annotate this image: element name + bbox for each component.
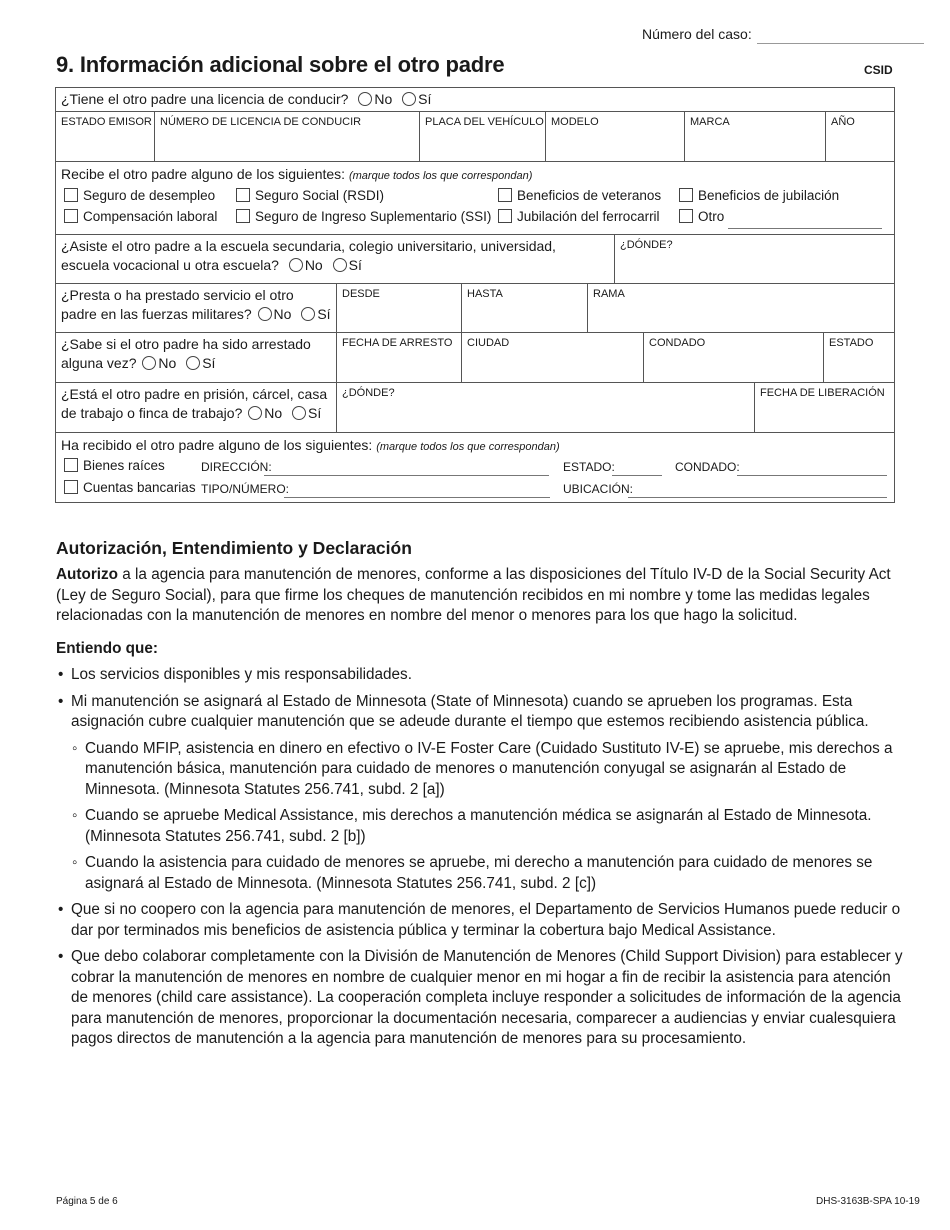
prison-no-radio[interactable] [248, 406, 262, 420]
benefit-rsdi[interactable]: Seguro Social (RSDI) [236, 188, 384, 204]
checkbox[interactable] [236, 188, 250, 202]
military-branch-field[interactable]: RAMA [587, 284, 894, 332]
county-label: CONDADO: [675, 460, 740, 474]
military-to-field[interactable]: HASTA [461, 284, 587, 332]
list-subitem: ◦ Cuando MFIP, asistencia en dinero en efectivo o IV-E Foster Care (Cuidado Sustituto IV-E) se apruebe, mis derechos a manutención básica, manutención para cuidado de menores o manutención conyugal se asignarán al Estado de Minnesota. (Minnesota Statutes 256.741, subd. 2 [a]) [56, 739, 906, 801]
prison-yes-radio[interactable] [292, 406, 306, 420]
checkbox[interactable] [679, 188, 693, 202]
model-field[interactable]: MODELO [545, 112, 684, 161]
case-number [642, 26, 924, 46]
arrest-date-field[interactable]: FECHA DE ARRESTO [336, 333, 461, 382]
license-no-radio[interactable] [358, 92, 372, 106]
benefit-railroad[interactable]: Jubilación del ferrocarril [498, 209, 660, 225]
year-field[interactable]: AÑO [825, 112, 894, 161]
military-from-field[interactable]: DESDE [336, 284, 461, 332]
military-yes-radio[interactable] [301, 307, 315, 321]
list-item: • Los servicios disponibles y mis responsabilidades. [56, 665, 906, 686]
military-row [56, 284, 894, 333]
arrest-county-field[interactable]: CONDADO [643, 333, 823, 382]
license-yes-radio[interactable] [402, 92, 416, 106]
checkbox[interactable] [679, 209, 693, 223]
state-label: ESTADO: [563, 460, 615, 474]
checkbox[interactable] [236, 209, 250, 223]
understand-list [56, 665, 906, 1056]
asset-bank-accounts[interactable]: Cuentas bancarias [64, 480, 196, 496]
military-no-radio[interactable] [258, 307, 272, 321]
understand-heading: Entiendo que: [56, 640, 158, 657]
page-number: Página 5 de 6 [56, 1196, 118, 1207]
make-field[interactable]: MARCA [684, 112, 825, 161]
checkbox[interactable] [64, 209, 78, 223]
checkbox[interactable] [64, 458, 78, 472]
vehicle-plate-field[interactable]: PLACA DEL VEHÍCULO [419, 112, 545, 161]
prison-where-field[interactable]: ¿DÓNDE? [336, 383, 754, 432]
military-question: ¿Presta o ha prestado servicio el otro padre en las fuerzas militares? No Sí [61, 287, 331, 322]
release-date-field[interactable]: FECHA DE LIBERACIÓN [754, 383, 894, 432]
list-item: • Mi manutención se asignará al Estado de Minnesota (State of Minnesota) cuando se aprueben los programas. Esta asignación cubre cualquier manutención que se adeude durante el tiempo que estemos recibiendo asistencia pública. [56, 692, 906, 733]
benefit-retirement[interactable]: Beneficios de jubilación [679, 188, 839, 204]
arrest-state-field[interactable]: ESTADO [823, 333, 894, 382]
school-no-radio[interactable] [289, 258, 303, 272]
location-field[interactable] [628, 497, 887, 498]
csid-label: CSID [864, 63, 893, 77]
issuing-state-field[interactable]: ESTADO EMISOR [61, 116, 152, 128]
prison-row [56, 383, 894, 433]
arrest-yes-radio[interactable] [186, 356, 200, 370]
county-field[interactable] [737, 475, 887, 476]
address-field[interactable] [264, 475, 549, 476]
license-fields-row [56, 112, 894, 162]
arrest-row [56, 333, 894, 383]
form-id: DHS-3163B-SPA 10-19 [816, 1196, 920, 1207]
license-question: ¿Tiene el otro padre una licencia de conducir? No Sí [61, 91, 432, 107]
list-item: • Que si no coopero con la agencia para manutención de menores, el Departamento de Servicios Humanos puede reducir o dar por terminados mis beneficios de asistencia pública y terminar la cobertura bajo Medical Assistance. [56, 900, 906, 941]
assets-row [56, 433, 894, 503]
case-number-field[interactable] [757, 43, 924, 44]
checkbox[interactable] [498, 188, 512, 202]
checkbox[interactable] [64, 480, 78, 494]
benefit-other-field[interactable] [728, 228, 882, 229]
benefit-other[interactable]: Otro [679, 209, 724, 225]
asset-real-estate[interactable]: Bienes raíces [64, 458, 165, 474]
address-label: DIRECCIÓN: [201, 460, 272, 474]
benefit-ssi[interactable]: Seguro de Ingreso Suplementario (SSI) [236, 209, 491, 225]
authorization-paragraph: Autorizo a la agencia para manutención de menores, conforme a las disposiciones del Título IV-D de la Social Security Act (Ley de Seguro Social), para que firme los cheques de manutención recibidos en mi nombre y tome las medidas legales relacionadas con la manutención de menores en nombre del menor o menores para los que hago la solicitud. [56, 566, 891, 624]
assets-question: Ha recibido el otro padre alguno de los siguientes: (marque todos los que correspondan) [61, 437, 560, 453]
school-question: ¿Asiste el otro padre a la escuela secundaria, colegio universitario, universidad, escuela vocacional u otra escuela? No Sí [61, 238, 556, 273]
arrest-city-field[interactable]: CIUDAD [461, 333, 643, 382]
checkbox[interactable] [64, 188, 78, 202]
license-question-row [56, 88, 894, 112]
benefits-question: Recibe el otro padre alguno de los siguientes: (marque todos los que correspondan) [61, 166, 533, 182]
list-subitem: ◦ Cuando la asistencia para cuidado de menores se apruebe, mi derecho a manutención para cuidado de menores se asignará al Estado de Minnesota. (Minnesota Statutes 256.741, subd. 2 [c]) [56, 853, 906, 894]
school-yes-radio[interactable] [333, 258, 347, 272]
license-number-field[interactable]: NÚMERO DE LICENCIA DE CONDUCIR [154, 112, 419, 161]
list-subitem: ◦ Cuando se apruebe Medical Assistance, mis derechos a manutención médica se asignarán al Estado de Minnesota. (Minnesota Statutes 256.741, subd. 2 [b]) [56, 806, 906, 847]
prison-question: ¿Está el otro padre en prisión, cárcel, casa de trabajo o finca de trabajo? No Sí [61, 386, 328, 421]
benefit-veterans[interactable]: Beneficios de veteranos [498, 188, 661, 204]
list-item: • Que debo colaborar completamente con la División de Manutención de Menores (Child Support Division) para establecer y cobrar la manutención de menores en nombre de cualquier menor en mi hogar a fin de recibir la asistencia para atención de menores (child care assistance). La cooperación completa incluye responder a solicitudes de información de la agencia para manutención de menores, proporcionar la documentación necesaria, comparecer a audiencias y enviar cualesquiera pagos directos de manutención a la agencia para manutención de menores para su procesamiento. [56, 947, 906, 1050]
benefit-workers-comp[interactable]: Compensación laboral [64, 209, 217, 225]
section-title: 9. Información adicional sobre el otro padre [56, 52, 505, 77]
case-number-label: Número del caso: [642, 26, 752, 42]
benefit-unemployment[interactable]: Seguro de desempleo [64, 188, 215, 204]
arrest-question: ¿Sabe si el otro padre ha sido arrestado alguna vez? No Sí [61, 336, 311, 371]
type-number-field[interactable] [284, 497, 550, 498]
location-label: UBICACIÓN: [563, 482, 634, 496]
school-row [56, 235, 894, 284]
authorization-title: Autorización, Entendimiento y Declaración [56, 538, 412, 558]
checkbox[interactable] [498, 209, 512, 223]
type-number-label: TIPO/NÚMERO: [201, 482, 290, 496]
school-where-field[interactable]: ¿DÓNDE? [614, 235, 894, 283]
benefits-row [56, 162, 894, 235]
state-field[interactable] [612, 475, 662, 476]
other-parent-form [55, 87, 895, 503]
arrest-no-radio[interactable] [142, 356, 156, 370]
